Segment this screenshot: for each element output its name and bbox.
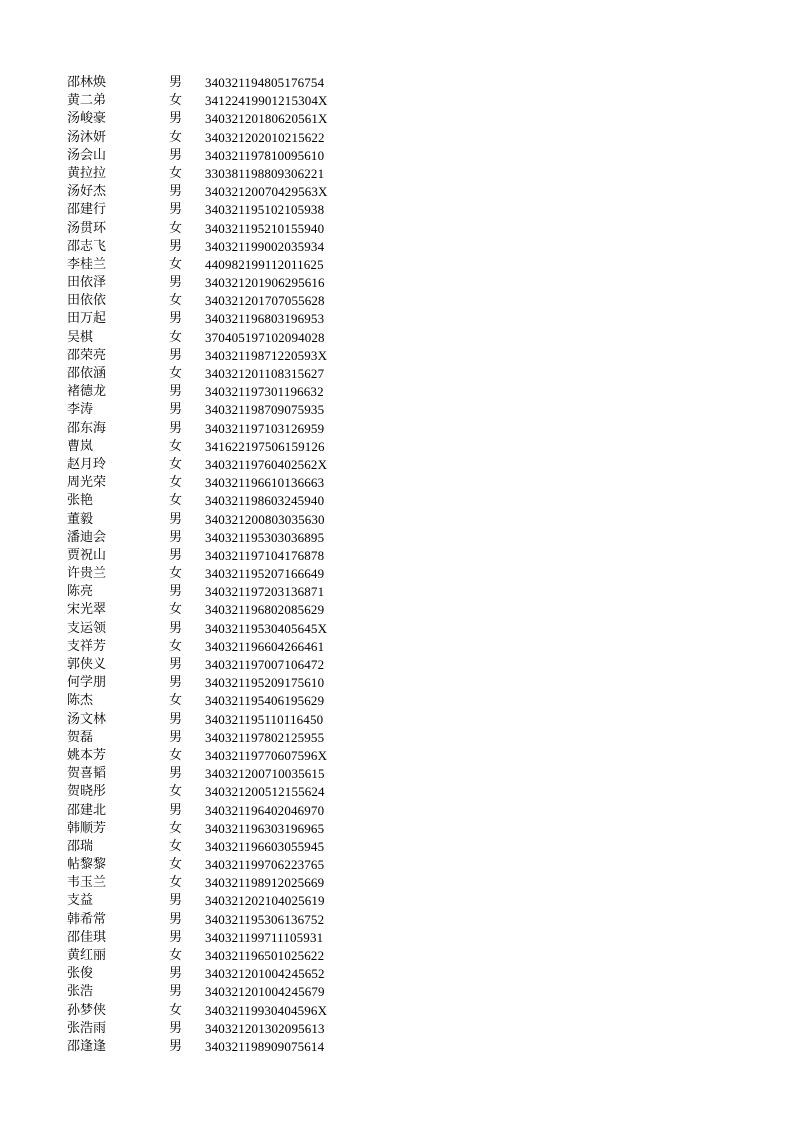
id-number-cell: 340321197203136871: [205, 584, 325, 600]
table-row: [67, 383, 387, 401]
name-cell: 陈杰: [67, 693, 94, 709]
table-row: [67, 874, 387, 892]
id-number-cell: 340321201004245652: [205, 966, 325, 982]
name-cell: 郭侠义: [67, 657, 107, 672]
name-cell: 邵志飞: [67, 238, 107, 254]
id-number-cell: 340321197007106472: [205, 657, 325, 672]
id-number-cell: 340321195406195629: [205, 693, 325, 709]
table-row: [67, 74, 387, 92]
name-cell: 赵月玲: [67, 456, 107, 472]
name-cell: 汤会山: [67, 147, 107, 163]
table-row: [67, 274, 387, 292]
id-number-cell: 34032120180620561X: [205, 111, 328, 127]
name-cell: 邵东海: [67, 420, 107, 436]
table-row: [67, 220, 387, 238]
id-number-cell: 34032119530405645X: [205, 620, 328, 636]
table-row: [67, 347, 387, 365]
id-number-cell: 340321196610136663: [205, 475, 325, 491]
id-number-cell: 340321199706223765: [205, 857, 325, 873]
gender-cell: 男: [169, 984, 183, 1000]
name-cell: 吴棋: [67, 329, 94, 345]
id-number-cell: 34032119930404596X: [205, 1002, 328, 1018]
name-cell: 邵逢逢: [67, 1038, 107, 1054]
id-number-cell: 330381198809306221: [205, 165, 325, 181]
table-row: [67, 256, 387, 274]
id-number-cell: 340321198709075935: [205, 402, 325, 418]
gender-cell: 男: [169, 1020, 183, 1036]
name-cell: 邵瑞: [67, 838, 94, 854]
gender-cell: 女: [169, 129, 183, 145]
gender-cell: 男: [169, 275, 183, 291]
id-number-cell: 340321196303196965: [205, 820, 325, 836]
name-cell: 陈亮: [67, 584, 94, 600]
gender-cell: 男: [169, 402, 183, 418]
gender-cell: 女: [169, 566, 183, 582]
gender-cell: 男: [169, 620, 183, 636]
id-number-cell: 340321202104025619: [205, 893, 325, 909]
id-number-cell: 340321196803196953: [205, 311, 325, 327]
id-number-cell: 340321197810095610: [205, 147, 325, 163]
name-cell: 支运领: [67, 620, 107, 636]
gender-cell: 男: [169, 420, 183, 436]
id-number-cell: 340321197104176878: [205, 547, 325, 563]
table-row: [67, 456, 387, 474]
table-row: [67, 656, 387, 674]
table-row: [67, 310, 387, 328]
name-cell: 姚本芳: [67, 747, 107, 763]
gender-cell: 男: [169, 729, 183, 745]
gender-cell: 男: [169, 802, 183, 818]
name-cell: 董毅: [67, 511, 94, 527]
name-cell: 邵荣亮: [67, 347, 107, 363]
name-cell: 汤沐妍: [67, 129, 107, 145]
table-row: [67, 711, 387, 729]
name-cell: 支祥芳: [67, 638, 107, 654]
gender-cell: 女: [169, 948, 183, 963]
gender-cell: 男: [169, 929, 183, 945]
table-row: [67, 329, 387, 347]
table-row: [67, 165, 387, 183]
name-cell: 李桂兰: [67, 256, 107, 272]
id-number-cell: 340321194805176754: [205, 75, 325, 90]
name-cell: 褚德龙: [67, 384, 107, 400]
name-cell: 孙梦侠: [67, 1002, 107, 1018]
name-cell: 田依依: [67, 293, 107, 309]
gender-cell: 女: [169, 256, 183, 272]
name-cell: 韩顺芳: [67, 820, 107, 836]
table-row: [67, 929, 387, 947]
name-cell: 张浩: [67, 984, 94, 1000]
table-row: [67, 365, 387, 383]
gender-cell: 男: [169, 529, 183, 545]
id-number-cell: 34122419901215304X: [205, 93, 328, 109]
name-cell: 汤贯环: [67, 220, 107, 236]
table-row: [67, 765, 387, 783]
table-row: [67, 547, 387, 565]
gender-cell: 男: [169, 966, 183, 982]
name-cell: 黄拉拉: [67, 165, 107, 181]
table-row: [67, 92, 387, 110]
id-number-cell: 34032119871220593X: [205, 347, 328, 363]
name-cell: 汤好杰: [67, 184, 107, 200]
id-number-cell: 340321201108315627: [205, 366, 325, 381]
id-number-cell: 34032119760402562X: [205, 456, 328, 472]
gender-cell: 男: [169, 911, 183, 927]
name-cell: 田万起: [67, 311, 107, 327]
name-cell: 张艳: [67, 493, 94, 509]
table-row: [67, 783, 387, 801]
id-number-cell: 440982199112011625: [205, 256, 324, 272]
gender-cell: 男: [169, 111, 183, 127]
gender-cell: 女: [169, 475, 183, 491]
name-cell: 汤文林: [67, 711, 107, 727]
gender-cell: 男: [169, 893, 183, 909]
gender-cell: 女: [169, 493, 183, 509]
gender-cell: 男: [169, 547, 183, 563]
gender-cell: 女: [169, 1002, 183, 1018]
gender-cell: 女: [169, 693, 183, 709]
id-number-cell: 370405197102094028: [205, 329, 325, 345]
table-row: [67, 747, 387, 765]
table-row: [67, 911, 387, 929]
id-number-cell: 340321195306136752: [205, 911, 325, 927]
gender-cell: 男: [169, 311, 183, 327]
gender-cell: 女: [169, 747, 183, 763]
gender-cell: 男: [169, 147, 183, 163]
id-number-cell: 340321199711105931: [205, 929, 324, 945]
id-number-cell: 340321195210155940: [205, 220, 325, 236]
table-row: [67, 965, 387, 983]
id-number-cell: 34032119770607596X: [205, 747, 328, 763]
id-number-cell: 340321196802085629: [205, 602, 325, 618]
name-cell: 宋光翠: [67, 602, 107, 618]
name-cell: 李涛: [67, 402, 94, 418]
id-number-cell: 340321196603055945: [205, 838, 325, 854]
table-row: [67, 529, 387, 547]
id-number-cell: 340321201707055628: [205, 293, 325, 309]
table-row: [67, 820, 387, 838]
name-cell: 黄二弟: [67, 93, 107, 109]
id-number-cell: 340321195110116450: [205, 711, 324, 727]
name-cell: 邵依涵: [67, 366, 107, 381]
table-row: [67, 692, 387, 710]
gender-cell: 女: [169, 820, 183, 836]
name-cell: 邵林焕: [67, 75, 107, 90]
id-number-cell: 340321198909075614: [205, 1038, 325, 1054]
table-row: [67, 474, 387, 492]
name-cell: 贾祝山: [67, 547, 107, 563]
gender-cell: 女: [169, 602, 183, 618]
gender-cell: 女: [169, 366, 183, 381]
table-row: [67, 983, 387, 1001]
id-number-cell: 340321198603245940: [205, 493, 325, 509]
id-number-cell: 340321198912025669: [205, 875, 325, 891]
gender-cell: 男: [169, 657, 183, 672]
gender-cell: 男: [169, 347, 183, 363]
name-cell: 邵建北: [67, 802, 107, 818]
name-cell: 邵建行: [67, 202, 107, 218]
table-row: [67, 838, 387, 856]
table-row: [67, 110, 387, 128]
table-row: [67, 892, 387, 910]
id-number-cell: 340321197301196632: [205, 384, 324, 400]
name-cell: 韩希常: [67, 911, 107, 927]
name-cell: 汤峻豪: [67, 111, 107, 127]
table-row: [67, 420, 387, 438]
table-row: [67, 802, 387, 820]
table-row: [67, 129, 387, 147]
id-number-cell: 340321196604266461: [205, 638, 325, 654]
roster-table: [67, 74, 387, 1056]
table-row: [67, 601, 387, 619]
id-number-cell: 340321196501025622: [205, 948, 325, 963]
gender-cell: 男: [169, 584, 183, 600]
table-row: [67, 620, 387, 638]
table-row: [67, 511, 387, 529]
gender-cell: 女: [169, 784, 183, 800]
gender-cell: 女: [169, 857, 183, 873]
id-number-cell: 341622197506159126: [205, 438, 325, 454]
id-number-cell: 340321201302095613: [205, 1020, 325, 1036]
table-row: [67, 438, 387, 456]
id-number-cell: 340321195303036895: [205, 529, 325, 545]
gender-cell: 男: [169, 766, 183, 782]
gender-cell: 女: [169, 165, 183, 181]
id-number-cell: 340321196402046970: [205, 802, 325, 818]
gender-cell: 男: [169, 202, 183, 218]
gender-cell: 男: [169, 711, 183, 727]
id-number-cell: 340321201004245679: [205, 984, 325, 1000]
table-row: [67, 947, 387, 965]
gender-cell: 女: [169, 456, 183, 472]
table-row: [67, 292, 387, 310]
gender-cell: 女: [169, 875, 183, 891]
gender-cell: 男: [169, 75, 183, 90]
name-cell: 许贵兰: [67, 566, 107, 582]
id-number-cell: 340321202010215622: [205, 129, 325, 145]
gender-cell: 男: [169, 1038, 183, 1054]
id-number-cell: 34032120070429563X: [205, 184, 328, 200]
gender-cell: 男: [169, 184, 183, 200]
gender-cell: 男: [169, 675, 183, 691]
id-number-cell: 340321195102105938: [205, 202, 325, 218]
name-cell: 田依泽: [67, 275, 107, 291]
name-cell: 潘迪会: [67, 529, 107, 545]
id-number-cell: 340321200512155624: [205, 784, 325, 800]
name-cell: 曹岚: [67, 438, 94, 454]
name-cell: 周光荣: [67, 475, 107, 491]
table-row: [67, 638, 387, 656]
id-number-cell: 340321201906295616: [205, 275, 325, 291]
table-row: [67, 674, 387, 692]
id-number-cell: 340321197103126959: [205, 420, 325, 436]
gender-cell: 女: [169, 93, 183, 109]
table-row: [67, 1038, 387, 1056]
gender-cell: 女: [169, 293, 183, 309]
id-number-cell: 340321199002035934: [205, 238, 325, 254]
gender-cell: 女: [169, 220, 183, 236]
table-row: [67, 856, 387, 874]
name-cell: 张俊: [67, 966, 94, 982]
id-number-cell: 340321195209175610: [205, 675, 325, 691]
table-row: [67, 729, 387, 747]
gender-cell: 男: [169, 511, 183, 527]
id-number-cell: 340321197802125955: [205, 729, 325, 745]
table-row: [67, 583, 387, 601]
id-number-cell: 340321195207166649: [205, 566, 325, 582]
table-row: [67, 183, 387, 201]
name-cell: 张浩雨: [67, 1020, 107, 1036]
table-row: [67, 492, 387, 510]
gender-cell: 女: [169, 329, 183, 345]
name-cell: 邵佳琪: [67, 929, 107, 945]
name-cell: 贺磊: [67, 729, 94, 745]
name-cell: 支益: [67, 893, 94, 909]
table-row: [67, 1002, 387, 1020]
gender-cell: 女: [169, 638, 183, 654]
table-row: [67, 401, 387, 419]
table-row: [67, 147, 387, 165]
gender-cell: 男: [169, 384, 183, 400]
name-cell: 韦玉兰: [67, 875, 107, 891]
id-number-cell: 340321200803035630: [205, 511, 325, 527]
gender-cell: 女: [169, 438, 183, 454]
name-cell: 何学朋: [67, 675, 107, 691]
gender-cell: 男: [169, 238, 183, 254]
name-cell: 贺晓彤: [67, 784, 107, 800]
table-row: [67, 238, 387, 256]
id-number-cell: 340321200710035615: [205, 766, 325, 782]
table-row: [67, 565, 387, 583]
table-row: [67, 1020, 387, 1038]
name-cell: 贺喜韬: [67, 766, 107, 782]
table-row: [67, 201, 387, 219]
name-cell: 帖黎黎: [67, 857, 107, 873]
gender-cell: 女: [169, 838, 183, 854]
name-cell: 黄红丽: [67, 948, 107, 963]
